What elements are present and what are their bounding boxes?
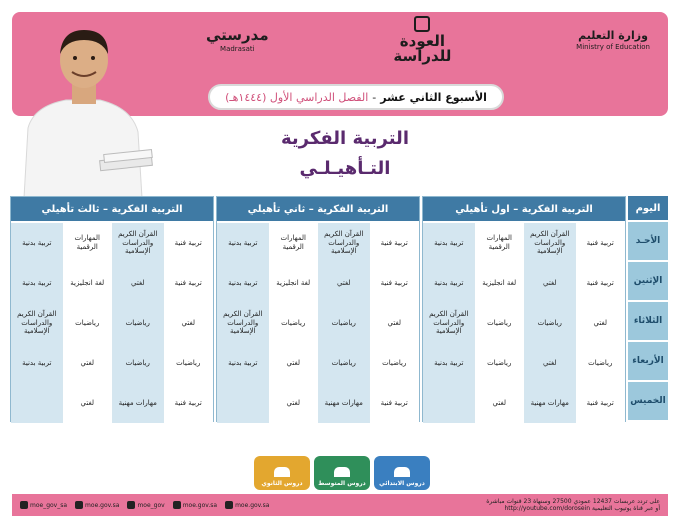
schedule-cell xyxy=(423,383,474,423)
week-label: الأسبوع الثاني عشر xyxy=(380,90,487,104)
ministry-sub: Ministry of Education xyxy=(576,42,650,51)
globe-icon xyxy=(173,501,181,509)
return-line2: للدراسة xyxy=(393,47,452,65)
schedule-cell: تربية بدنية xyxy=(217,223,268,263)
schedule-cell: القرآن الكريم والدراسات الإسلامية xyxy=(524,223,575,263)
schedule-cell: تربية فنية xyxy=(575,383,626,423)
schedule-cell: لغة انجليزية xyxy=(62,263,113,303)
schedule-cell: تربية فنية xyxy=(369,383,420,423)
schedule-row xyxy=(11,381,213,421)
schedule-cell: رياضيات xyxy=(474,303,525,343)
badge-intermediate[interactable] xyxy=(314,456,370,490)
schedule-row xyxy=(217,381,419,421)
schedule-cell: تربية فنية xyxy=(575,263,626,303)
schedule-cell: لغة انجليزية xyxy=(474,263,525,303)
day-monday: الإثنين xyxy=(628,260,668,300)
return-to-school-logo xyxy=(393,16,451,64)
schedule-cell: لغتي xyxy=(369,303,420,343)
schedule-cell: تربية بدنية xyxy=(11,263,62,303)
schedule-row xyxy=(11,301,213,341)
schedule-cell: لغتي xyxy=(163,303,214,343)
day-sunday: الأحـد xyxy=(628,220,668,260)
ein-icon xyxy=(394,467,410,477)
grade-table-2 xyxy=(216,196,420,422)
schedule-cell: تربية فنية xyxy=(163,263,214,303)
snapchat-icon xyxy=(127,501,135,509)
schedule-cell: مهارات مهنية xyxy=(524,383,575,423)
day-column xyxy=(628,196,668,420)
semester-label: الفصل الدراسي الأول (١٤٤٤هـ) xyxy=(225,90,369,104)
day-header: اليوم xyxy=(628,196,668,220)
schedule-cell: رياضيات xyxy=(163,343,214,383)
instagram-icon xyxy=(75,501,83,509)
schedule-row xyxy=(11,341,213,381)
schedule-cell: تربية فنية xyxy=(369,223,420,263)
grade-table-3 xyxy=(10,196,214,422)
ministry-name: وزارة التعليم xyxy=(578,28,648,42)
schedule-cell: لغة انجليزية xyxy=(268,263,319,303)
schedule-cell: رياضيات xyxy=(524,303,575,343)
madrasati-logo-text: مدرستي xyxy=(206,25,269,44)
schedule-cell: تربية بدنية xyxy=(423,343,474,383)
schedule-cell: تربية بدنية xyxy=(217,343,268,383)
schedule-row xyxy=(423,381,625,421)
facebook-icon xyxy=(225,501,233,509)
grade-title: التربية الفكرية – ثالث تأهيلي xyxy=(11,197,213,221)
track-title: التـأهيـلـي xyxy=(299,158,391,179)
schedule-cell xyxy=(217,383,268,423)
schedule-cell: لغتي xyxy=(524,343,575,383)
schedule-cell: لغتي xyxy=(268,383,319,423)
social-instagram[interactable]: moe.gov.sa xyxy=(75,501,119,509)
week-sep: - xyxy=(372,90,377,104)
schedule-cell: لغتي xyxy=(474,383,525,423)
footer-bar xyxy=(12,494,668,516)
madrasati-logo xyxy=(206,25,269,53)
schedule-cell: القرآن الكريم والدراسات الإسلامية xyxy=(423,303,474,343)
ein-icon xyxy=(334,467,350,477)
madrasati-logo-en: Madrasati xyxy=(220,44,255,53)
schedule-cell: تربية بدنية xyxy=(423,223,474,263)
schedule-cell xyxy=(11,383,62,423)
schedule-cell: تربية بدنية xyxy=(423,263,474,303)
schedule-cell: المهارات الرقمية xyxy=(268,223,319,263)
schedule-cell: مهارات مهنية xyxy=(318,383,369,423)
schedule-row xyxy=(217,261,419,301)
schedule-row xyxy=(217,301,419,341)
badge-secondary[interactable] xyxy=(254,456,310,490)
schedule-cell: رياضيات xyxy=(318,343,369,383)
schedule-row xyxy=(423,341,625,381)
subject-title: التربية الفكرية xyxy=(281,128,409,149)
schedule-cell: تربية فنية xyxy=(163,383,214,423)
schedule-cell: رياضيات xyxy=(575,343,626,383)
schedule-cell: رياضيات xyxy=(62,303,113,343)
ministry-logo xyxy=(576,30,650,51)
schedule-cell: رياضيات xyxy=(112,343,163,383)
schedule-cell: القرآن الكريم والدراسات الإسلامية xyxy=(112,223,163,263)
schedule-cell: القرآن الكريم والدراسات الإسلامية xyxy=(318,223,369,263)
channel-badges xyxy=(254,456,430,490)
schedule-cell: تربية بدنية xyxy=(11,223,62,263)
schedule-row xyxy=(11,221,213,261)
schedule-cell: رياضيات xyxy=(474,343,525,383)
header-logos xyxy=(206,14,650,66)
footer-line2[interactable]: أو عبر قناة يوتيوب التعليمية http://youtube.com/dorosein xyxy=(504,505,660,512)
schedule-cell: رياضيات xyxy=(112,303,163,343)
schedule-cell: لغتي xyxy=(575,303,626,343)
schedule-cell: تربية فنية xyxy=(369,263,420,303)
schedule-cell: لغتي xyxy=(524,263,575,303)
schedule-cell: تربية فنية xyxy=(575,223,626,263)
schedule-row xyxy=(423,221,625,261)
schedule-cell: رياضيات xyxy=(268,303,319,343)
schedule-cell: لغتي xyxy=(62,343,113,383)
schedule-cell: المهارات الرقمية xyxy=(62,223,113,263)
ein-icon xyxy=(274,467,290,477)
schedule-cell: تربية بدنية xyxy=(217,263,268,303)
week-bar xyxy=(208,84,504,110)
grade-table-1 xyxy=(422,196,626,422)
social-twitter[interactable]: moe_gov_sa xyxy=(20,501,67,509)
schedule-cell: القرآن الكريم والدراسات الإسلامية xyxy=(217,303,268,343)
grade-title: التربية الفكرية – اول تأهيلي xyxy=(423,197,625,221)
schedule-row xyxy=(217,221,419,261)
schedule-cell: رياضيات xyxy=(369,343,420,383)
day-thursday: الخميس xyxy=(628,380,668,420)
return-line1: العودة xyxy=(399,32,445,50)
footer-info xyxy=(486,498,660,512)
schedule-cell: لغتي xyxy=(112,263,163,303)
schedule-row xyxy=(423,301,625,341)
social-links xyxy=(20,501,269,509)
badge-primary[interactable] xyxy=(374,456,430,490)
schedule-cell: تربية بدنية xyxy=(11,343,62,383)
twitter-icon xyxy=(20,501,28,509)
footer-line1: على تردد عربسات 12437 عمودي 27500 وسنهاة 23 قنوات مباشرة xyxy=(486,497,660,505)
book-icon xyxy=(414,16,430,32)
day-tuesday: الثلاثاء xyxy=(628,300,668,340)
day-wednesday: الأربعاء xyxy=(628,340,668,380)
schedule-cell: المهارات الرقمية xyxy=(474,223,525,263)
social-web[interactable]: moe.gov.sa xyxy=(173,501,217,509)
schedule-cell: القرآن الكريم والدراسات الإسلامية xyxy=(11,303,62,343)
badge-label: دروس الثانوي xyxy=(261,480,303,487)
social-facebook[interactable]: moe.gov.sa xyxy=(225,501,269,509)
schedule-cell: لغتي xyxy=(62,383,113,423)
badge-label: دروس المتوسط xyxy=(318,480,366,487)
schedule-cell: مهارات مهنية xyxy=(112,383,163,423)
schedule-cell: لغتي xyxy=(318,263,369,303)
schedule-cell: تربية فنية xyxy=(163,223,214,263)
grade-title: التربية الفكرية – ثاني تأهيلي xyxy=(217,197,419,221)
schedule-cell: رياضيات xyxy=(318,303,369,343)
schedule-row xyxy=(423,261,625,301)
social-snapchat[interactable]: moe_gov xyxy=(127,501,164,509)
badge-label: دروس الابتدائي xyxy=(379,480,425,487)
schedule-row xyxy=(217,341,419,381)
schedule-row xyxy=(11,261,213,301)
student-illustration xyxy=(14,18,156,198)
schedule-cell: لغتي xyxy=(268,343,319,383)
